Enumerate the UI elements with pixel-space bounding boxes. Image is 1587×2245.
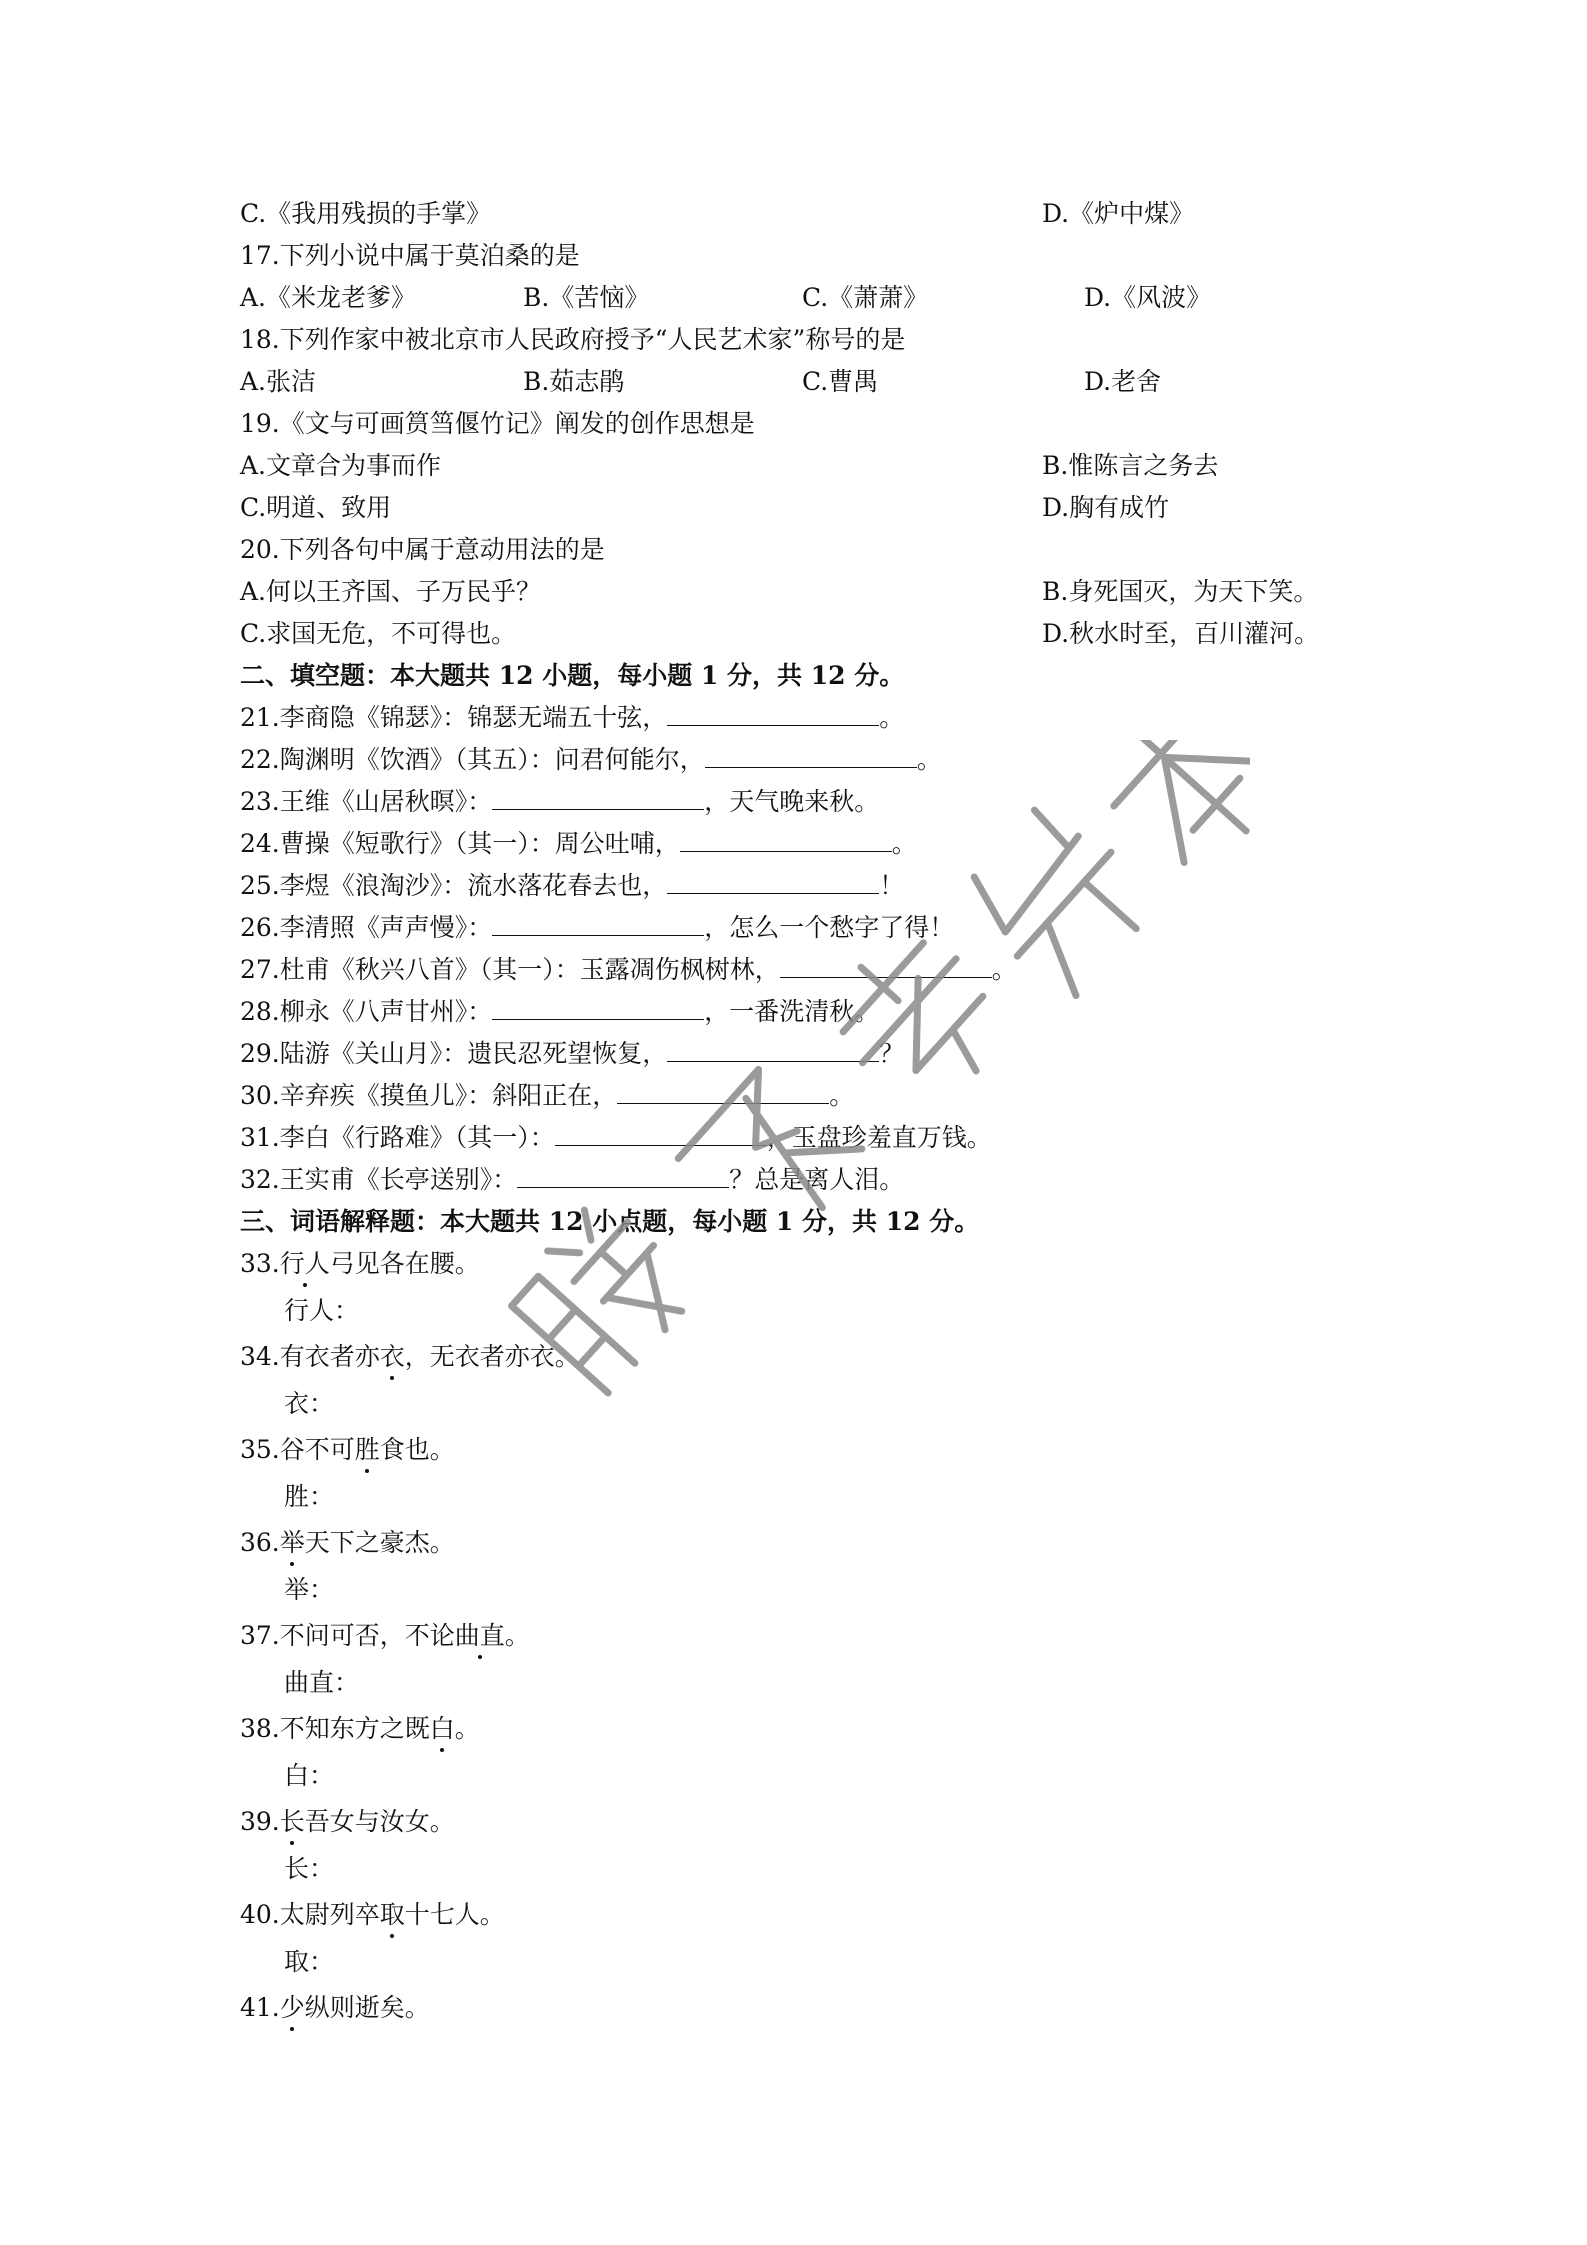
q19-option-d: D.胸有成竹 [1042, 493, 1170, 522]
question-text: 吾女与汝女。 [304, 1807, 455, 1836]
question-number: 33. [240, 1249, 280, 1278]
q20-options-cd [240, 617, 1320, 651]
q19-option-a: A.文章合为事而作 [240, 451, 442, 480]
answer-blank[interactable] [517, 1163, 729, 1188]
answer-blank[interactable] [667, 869, 879, 894]
fill-item-25-pre: 25.李煜《浪淘沙》：流水落花春去也， [240, 871, 668, 900]
question-text-pre: 34.有衣者亦 [240, 1342, 380, 1371]
answer-label-34: 衣： [284, 1389, 335, 1418]
question-text-post: 纵则逝矣。 [304, 1993, 430, 2022]
question-text: 天下之豪杰。 [304, 1528, 455, 1557]
question-number: 36. [240, 1528, 280, 1557]
question-text-post: 。 [454, 1714, 480, 1743]
q20-stem: 20.下列各句中属于意动用法的是 [240, 535, 605, 564]
fill-item-25 [240, 869, 904, 903]
fill-item-31-post: ，玉盘珍羞直万钱。 [766, 1123, 992, 1152]
q20-option-b: B.身死国灭，为天下笑。 [1042, 577, 1319, 606]
fill-item-26 [240, 911, 954, 945]
q16-option-d: D.《炉中煤》 [1042, 199, 1195, 228]
question-text-post: ，无衣者亦衣。 [404, 1342, 580, 1371]
dotted-term: 取 [380, 1898, 405, 1932]
q20-option-a: A.何以王齐国、子万民乎？ [240, 577, 542, 606]
q16-options [240, 197, 1195, 231]
q18-option-a: A.张洁 [240, 367, 317, 396]
q17-option-a: A.《米龙老爹》 [240, 283, 417, 312]
dotted-term: 衣 [380, 1340, 405, 1374]
fill-item-32-post: ？总是离人泪。 [729, 1165, 905, 1194]
answer-blank[interactable] [667, 1037, 879, 1062]
question-36 [240, 1526, 455, 1560]
answer-blank[interactable] [492, 911, 704, 936]
answer-blank[interactable] [617, 1079, 829, 1104]
q19-option-c: C.明道、致用 [240, 493, 392, 522]
fill-item-22 [240, 743, 942, 777]
fill-item-21-post: 。 [879, 703, 905, 732]
section3-heading: 三、词语解释题：本大题共 12 小点题，每小题 1 分，共 12 分。 [240, 1207, 980, 1236]
question-34 [240, 1340, 580, 1374]
question-text-post: 十七人。 [404, 1900, 505, 1929]
question-text-post: 。 [504, 1621, 530, 1650]
question-38 [240, 1712, 480, 1746]
question-text: 弓见各在腰。 [329, 1249, 480, 1278]
question-39 [240, 1805, 455, 1839]
fill-item-29-pre: 29.陆游《关山月》：遗民忍死望恢复， [240, 1039, 668, 1068]
answer-blank[interactable] [667, 701, 879, 726]
fill-item-29 [240, 1037, 904, 1071]
q17-option-d: D.《风波》 [1084, 283, 1212, 312]
fill-item-22-post: 。 [916, 745, 942, 774]
dotted-term: 胜 [355, 1433, 380, 1467]
fill-item-23-pre: 23.王维《山居秋暝》： [240, 787, 493, 816]
q20-options-ab [240, 575, 1319, 609]
fill-item-27 [240, 953, 1017, 987]
fill-item-30-post: 。 [829, 1081, 855, 1110]
q19-option-b: B.惟陈言之务去 [1042, 451, 1219, 480]
fill-item-27-pre: 27.杜甫《秋兴八首》（其一）：玉露凋伤枫树林， [240, 955, 780, 984]
q17-option-b: B.《苦恼》 [523, 283, 650, 312]
question-text-pre: 40.太尉列卒 [240, 1900, 380, 1929]
answer-label-35: 胜： [284, 1482, 335, 1511]
fill-item-23 [240, 785, 879, 819]
fill-item-21 [240, 701, 904, 735]
answer-blank[interactable] [680, 827, 892, 852]
answer-blank[interactable] [780, 953, 992, 978]
question-text-post: 食也。 [379, 1435, 455, 1464]
fill-item-31-pre: 31.李白《行路难》（其一）： [240, 1123, 555, 1152]
question-40 [240, 1898, 505, 1932]
dotted-term: 长 [280, 1805, 305, 1839]
fill-item-28 [240, 995, 879, 1029]
fill-item-32-pre: 32.王实甫《长亭送别》： [240, 1165, 518, 1194]
fill-item-24-post: 。 [891, 829, 917, 858]
dotted-term: 行人 [280, 1247, 330, 1281]
section2-heading: 二、填空题：本大题共 12 小题，每小题 1 分，共 12 分。 [240, 661, 905, 690]
question-text-pre: 38.不知东方之既 [240, 1714, 430, 1743]
fill-item-26-post: ，怎么一个愁字了得！ [704, 913, 955, 942]
q17-option-c: C.《萧萧》 [802, 283, 929, 312]
dotted-term: 举 [280, 1526, 305, 1560]
question-number: 39. [240, 1807, 280, 1836]
answer-label-37: 曲直： [284, 1668, 360, 1697]
fill-item-30 [240, 1079, 854, 1113]
fill-item-29-post: ？ [879, 1039, 905, 1068]
q16-option-c: C.《我用残损的手掌》 [240, 199, 492, 228]
dotted-term: 少 [280, 1991, 305, 2025]
question-35 [240, 1433, 455, 1467]
answer-blank[interactable] [555, 1121, 767, 1146]
question-41 [240, 1991, 430, 2025]
answer-blank[interactable] [705, 743, 917, 768]
fill-item-27-post: 。 [991, 955, 1017, 984]
fill-item-25-post: ！ [879, 871, 905, 900]
answer-label-38: 白： [284, 1761, 335, 1790]
answer-blank[interactable] [492, 785, 704, 810]
q19-stem: 19.《文与可画筼筜偃竹记》阐发的创作思想是 [240, 409, 755, 438]
fill-item-21-pre: 21.李商隐《锦瑟》：锦瑟无端五十弦， [240, 703, 668, 732]
answer-label-36: 举： [284, 1575, 335, 1604]
answer-label-39: 长： [284, 1854, 335, 1883]
fill-item-32 [240, 1163, 904, 1197]
answer-label-40: 取： [284, 1947, 335, 1976]
answer-blank[interactable] [492, 995, 704, 1020]
fill-item-30-pre: 30.辛弃疾《摸鱼儿》：斜阳正在， [240, 1081, 618, 1110]
question-text-pre: 41. [240, 1993, 280, 2022]
q19-options-ab [240, 449, 1219, 483]
q19-options-cd [240, 491, 1170, 525]
q17-stem: 17.下列小说中属于莫泊桑的是 [240, 241, 580, 270]
question-37 [240, 1619, 530, 1653]
question-text-pre: 37.不问可否，不论 [240, 1621, 455, 1650]
q20-option-d: D.秋水时至，百川灌河。 [1042, 619, 1320, 648]
q18-option-c: C.曹禺 [802, 367, 879, 396]
fill-item-22-pre: 22.陶渊明《饮酒》（其五）：问君何能尔， [240, 745, 705, 774]
question-33 [240, 1247, 480, 1281]
fill-item-24-pre: 24.曹操《短歌行》（其一）：周公吐哺， [240, 829, 680, 858]
answer-label-33: 行人： [284, 1296, 360, 1325]
q18-option-d: D.老舍 [1084, 367, 1162, 396]
fill-item-28-pre: 28.柳永《八声甘州》： [240, 997, 493, 1026]
question-text-pre: 35.谷不可 [240, 1435, 355, 1464]
fill-item-26-pre: 26.李清照《声声慢》： [240, 913, 493, 942]
fill-item-31 [240, 1121, 992, 1155]
dotted-term: 白 [430, 1712, 455, 1746]
dotted-term: 曲直 [455, 1619, 505, 1653]
q20-option-c: C.求国无危，不可得也。 [240, 619, 517, 648]
fill-item-28-post: ，一番洗清秋。 [704, 997, 880, 1026]
fill-item-24 [240, 827, 917, 861]
fill-item-23-post: ，天气晚来秋。 [704, 787, 880, 816]
q18-option-b: B.茹志鹃 [523, 367, 625, 396]
q18-stem: 18.下列作家中被北京市人民政府授予“人民艺术家”称号的是 [240, 325, 906, 354]
